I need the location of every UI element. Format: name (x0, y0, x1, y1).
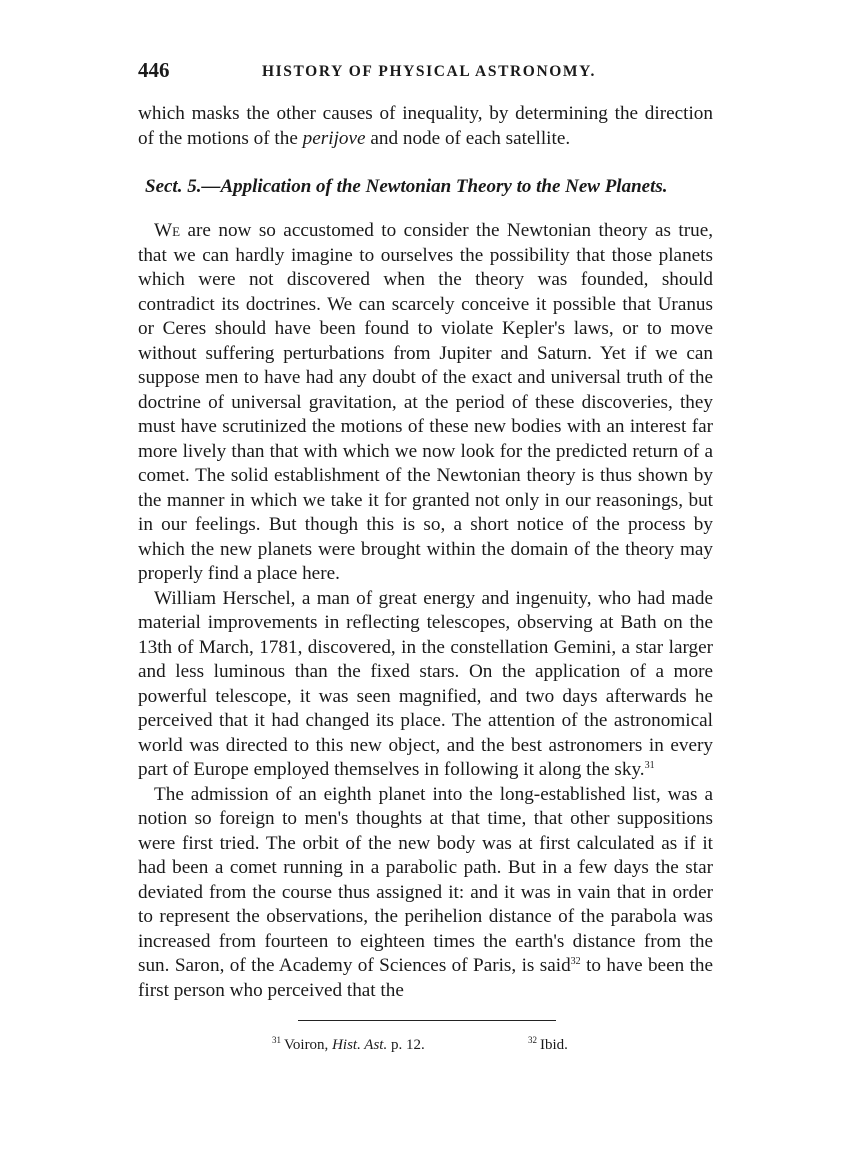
running-title: HISTORY OF PHYSICAL ASTRONOMY. (262, 63, 596, 80)
footnotes (138, 1035, 713, 1061)
footnote-32-mark: 32 (528, 1035, 537, 1045)
footnote-divider (298, 1020, 556, 1021)
footnote-ref-31[interactable]: 31 (644, 760, 655, 771)
footnote-31-text-after: p. 12. (390, 1037, 425, 1053)
continuation-text: which masks the other causes of inequality, by determining the direction of the motions of the (138, 103, 713, 149)
footnote-31-text-before: Voiron, (284, 1037, 329, 1053)
continuation-italic: perijove (302, 127, 366, 149)
footnote-ref-32[interactable]: 32 (570, 956, 581, 967)
page-number: 446 (138, 58, 170, 82)
paragraph-3-text-before: The admission of an eighth planet into the long-established list, was a notion so foreign to men's thoughts at that time, that other suppositions were first tried. The orbit of the new body was at first calculated as if it had been a comet running in a parabolic path. But in a few days the star deviated from the course thus assigned it: and it was in vain that in order to represent the observations, the perihelion distance of the parabola was increased from fourteen to eighteen times the earth's distance from the sun. Saron, of the Academy of Sciences of Paris, is said (138, 783, 713, 976)
paragraph-3-text-after: to have been the first person who perceived that the (138, 955, 714, 1001)
continuation-paragraph (138, 102, 713, 151)
continuation-end: and node of each satellite. (370, 127, 571, 149)
paragraph-2 (138, 587, 713, 783)
footnote-32-text: Ibid. (540, 1037, 568, 1053)
section-heading (145, 175, 713, 199)
book-page (138, 58, 713, 1061)
running-header (138, 58, 713, 88)
paragraph-1-drop-word: We (154, 220, 181, 241)
section-prefix: Sect. 5.— (145, 176, 221, 197)
paragraph-1-text: are now so accustomed to consider the Newtonian theory as true, that we can hardly imagine to ourselves the possibility that those planets which were not discovered when the theory was founded, should contradict its doctrines. We can scarcely conceive it possible that Uranus or Ceres should have been found to violate Kepler's laws, or to move without suffering perturbations from Jupiter and Saturn. Yet if we can suppose men to have had any doubt of the exact and universal truth of the doctrine of universal gravitation, at the period of these discoveries, they must have scrutinized the motions of these new bodies with an interest far more lively than that with which we now look for the predicted return of a comet. The solid establishment of the Newtonian theory is thus shown by the manner in which we take it for granted not only in our reasonings, but in our feelings. But though this is so, a short notice of the process by which the new planets were brought within the domain of the theory may properly find a place here. (138, 220, 714, 584)
footnote-31-italic: Hist. Ast. (332, 1037, 388, 1053)
paragraph-3 (138, 783, 713, 1004)
footnote-31-mark: 31 (272, 1035, 281, 1045)
footnote-32 (528, 1035, 568, 1054)
section-title: Application of the Newtonian Theory to the New Planets. (220, 176, 668, 197)
paragraph-2-text: William Herschel, a man of great energy and ingenuity, who had made material improvements in reflecting telescopes, observing at Bath on the 13th of March, 1781, discovered, in the constellation Gemini, a star larger and less luminous than the fixed stars. On the application of a more powerful telescope, it was seen magnified, and two days afterwards he perceived that it had changed its place. The attention of the astronomical world was directed to this new object, and the best astronomers in every part of Europe employed themselves in following it along the sky. (138, 587, 713, 780)
footnote-31 (272, 1035, 425, 1054)
paragraph-1 (138, 219, 713, 587)
